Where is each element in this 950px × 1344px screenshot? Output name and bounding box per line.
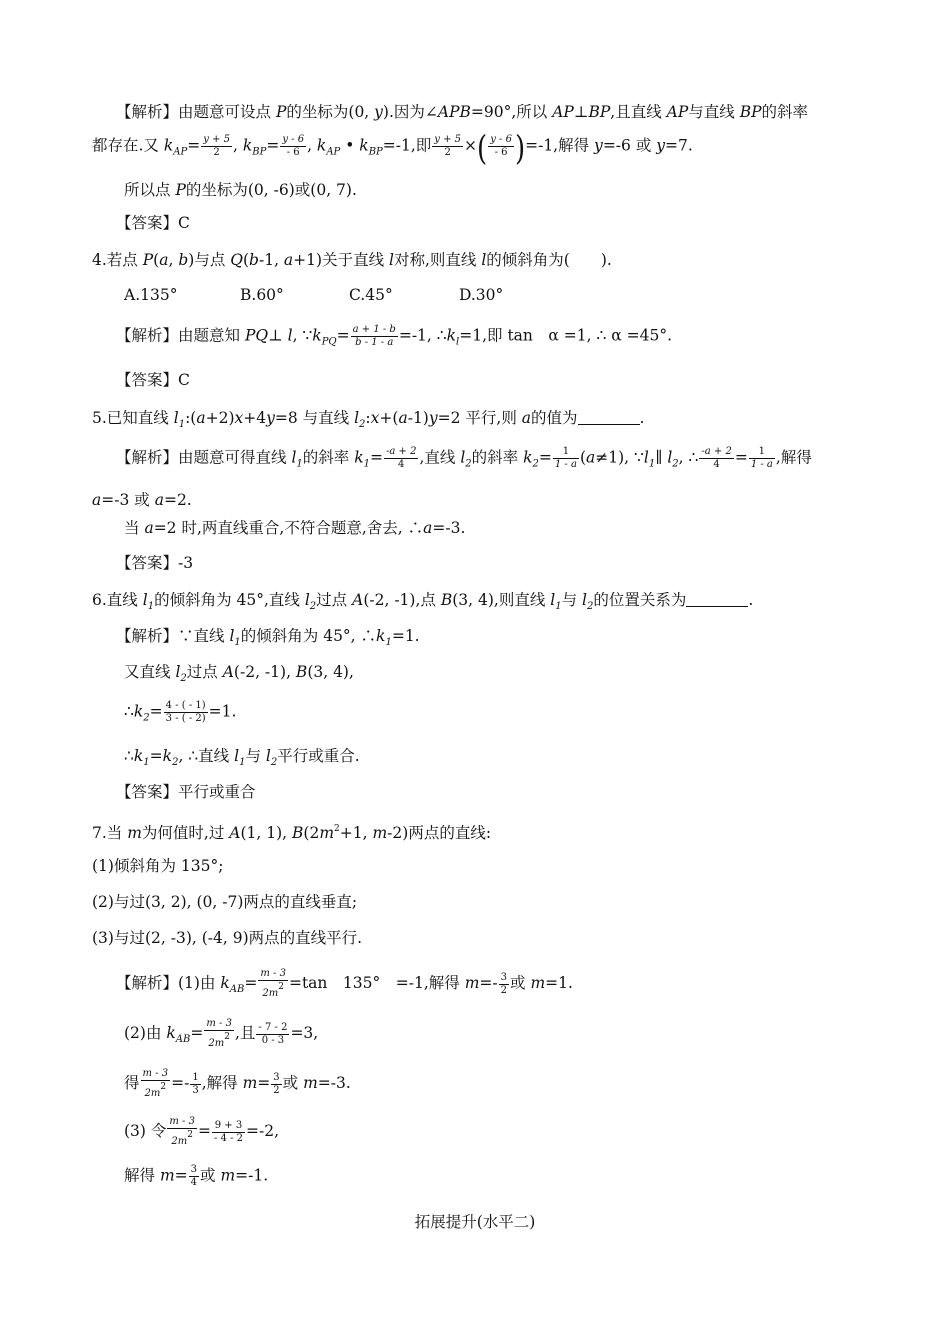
q3-analysis-line-1: 【解析】由题意可设点 P的坐标为(0, y).因为∠APB=90°,所以 AP⊥BP,且直线 AP与直线 BP的斜率 — [116, 103, 809, 121]
q4-option-a: A.135° — [124, 286, 178, 304]
fraction: $\frac{- 7 - 2}{0 - 3}$ — [258, 1021, 288, 1046]
q7-sub-3: (3)与过(2, -3), (-4, 9)两点的直线平行. — [92, 929, 363, 947]
q7-sub-1: (1)倾斜角为 135°; — [92, 857, 224, 875]
q6-analysis-line-2: 又直线 $l_2$过点 A(-2, -1), B(3, 4), — [124, 663, 354, 684]
q7-stem: 7.当 m为何值时,过 A(1, 1), $B(2m^2+1$, m-2)两点的直线: — [92, 824, 492, 842]
q5-analysis-line-3: 当 a=2 时,两直线重合,不符合题意,舍去, ∴a=-3. — [124, 519, 466, 537]
q6-answer: 【答案】平行或重合 — [116, 783, 256, 801]
fraction: $\frac{y + 5}{2}$ — [203, 134, 230, 158]
q4-option-d: D.30° — [459, 286, 504, 304]
answer-blank — [686, 592, 748, 607]
q3-analysis-line-2: 都存在.又 $k_{AP}=$ $\frac{y + 5}{2}$ , $k_{BP}=$ $\frac{y - 6}{- 6}$ , $k_{AP}$ • $k_{BP}=-1$,即 $\frac{y + 5}{2}$ ×( $\frac{y - 6}{- 6}$ )=-1,解得 y=-6 或 y=7. — [92, 129, 693, 168]
fraction: $\frac{4 - ( - 1)}{3 - ( - 2)}$ — [165, 700, 206, 724]
fraction: $\frac{m - 3}{2m2}$ — [169, 1116, 195, 1147]
q4-stem: 4.若点 P(a, b)与点 Q(b-1, a+1)关于直线 l对称,则直线 l的倾斜角为( ). — [92, 251, 612, 269]
fraction: $\frac{m - 3}{2m2}$ — [206, 1018, 232, 1049]
q3-answer: 【答案】C — [116, 214, 190, 232]
q6-analysis-line-3: $\therefore k_2=$ $\frac{4 - ( - 1)}{3 - ( - 2)}$ =1. — [124, 700, 237, 724]
q7-analysis-line-5: 解得 m= $\frac{3}{4}$ 或 m=-1. — [124, 1164, 269, 1188]
q4-answer: 【答案】C — [116, 371, 190, 389]
fraction: $\frac{1}{3}$ — [192, 1071, 199, 1096]
fraction: $\frac{y + 5}{2}$ — [434, 134, 462, 158]
fraction: $\frac{9 + 3}{- 4 - 2}$ — [213, 1119, 244, 1144]
fraction: $\frac{3}{2}$ — [500, 971, 507, 996]
fraction: $\frac{-a + 2}{4}$ — [386, 446, 417, 470]
q7-sub-2: (2)与过(3, 2), (0, -7)两点的直线垂直; — [92, 893, 358, 911]
q6-analysis-line-1: 【解析】∵直线 $l_1$的倾斜角为 45°, $\therefore k_1=1$. — [116, 627, 420, 648]
fraction: $\frac{m - 3}{2m2}$ — [142, 1068, 169, 1099]
q4-option-b: B.60° — [240, 286, 284, 304]
fraction: $\frac{3}{2}$ — [273, 1071, 280, 1096]
fraction: $\frac{m - 3}{2m2}$ — [260, 968, 286, 999]
fraction: $\frac{y - 6}{- 6}$ — [282, 134, 305, 158]
q3-conclusion: 所以点 P的坐标为(0, -6)或(0, 7). — [124, 181, 357, 199]
fraction: $\frac{a + 1 - b}{b - 1 - a}$ — [352, 324, 396, 348]
q6-analysis-line-4: $\therefore k_1=k_2$, ∴直线 $l_1$与 $l_2$平行或重合. — [124, 747, 360, 768]
q5-analysis-line-1: 【解析】由题意可得直线 $l_1$的斜率 $k_1=$ $\frac{-a + 2}{4}$ ,直线 $l_2$的斜率 $k_2=$ $\frac{1}{1 - a}$ (a≠1), $\because l_1\parallel$ $l_2$, ∴ $\frac{-a + 2}{4}$ = $\frac{1}{1 - a}$ ,解得 — [116, 446, 812, 470]
q4-analysis: 【解析】由题意知 PQ⊥ l, $\because k_{PQ}=$ $\frac{a + 1 - b}{b - 1 - a}$ =-1, $\therefore k_l=1$,即 tan α =1, ∴ α =45°. — [116, 324, 673, 348]
q7-analysis-line-3: 得 $\frac{m - 3}{2m2}$ =- $\frac{1}{3}$ ,解得 m= $\frac{3}{2}$ 或 m=-3. — [124, 1068, 351, 1099]
fraction: $\frac{y - 6}{- 6}$ — [490, 134, 512, 158]
q4-option-c: C.45° — [349, 286, 393, 304]
q6-stem: 6.直线 $l_1$的倾斜角为 45°,直线 $l_2$过点 A(-2, -1),点 B(3, 4),则直线 $l_1$与 $l_2$的位置关系为 . — [92, 591, 754, 612]
q7-analysis-line-2: (2)由 $k_{AB}=$ $\frac{m - 3}{2m2}$ ,且 $\frac{- 7 - 2}{0 - 3}$ =3, — [124, 1018, 319, 1049]
q5-stem: 5.已知直线 $l_1:(a+2)x+4y=8$ 与直线 $l_2:x+(a-1)y=2$ 平行,则 a的值为 . — [92, 409, 645, 430]
answer-blank — [578, 410, 640, 425]
q7-analysis-line-4: (3) 令 $\frac{m - 3}{2m2}$ = $\frac{9 + 3}{- 4 - 2}$ =-2, — [124, 1116, 280, 1147]
section-title: 拓展提升(水平二) — [414, 1213, 536, 1231]
fraction: $\frac{1}{1 - a}$ — [554, 446, 577, 470]
fraction: $\frac{1}{1 - a}$ — [750, 446, 773, 470]
fraction: $\frac{3}{4}$ — [190, 1164, 198, 1188]
fraction: $\frac{-a + 2}{4}$ — [701, 446, 732, 470]
q5-analysis-line-2: a=-3 或 a=2. — [92, 491, 192, 509]
q5-answer: 【答案】-3 — [116, 554, 194, 572]
q7-analysis-line-1: 【解析】(1)由 $k_{AB}=$ $\frac{m - 3}{2m2}$ =tan 135° =-1,解得 m=- $\frac{3}{2}$ 或 m=1. — [116, 968, 573, 999]
